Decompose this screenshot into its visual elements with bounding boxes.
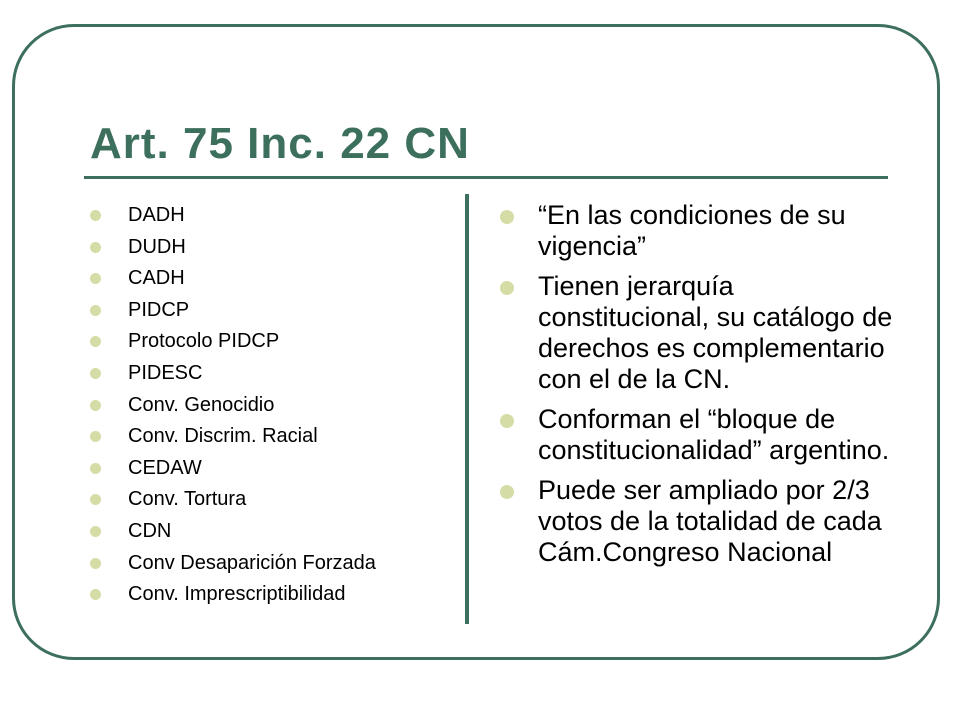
list-item-label: “En las condiciones de su vigencia” xyxy=(538,200,846,261)
bullet-icon xyxy=(90,589,101,600)
list-item-label: CDN xyxy=(128,519,172,542)
list-item xyxy=(90,551,376,583)
list-item xyxy=(90,361,376,393)
title-underline xyxy=(84,176,888,179)
list-item xyxy=(500,475,900,568)
bullet-icon xyxy=(90,336,101,347)
bullet-icon xyxy=(90,463,101,474)
bullet-icon xyxy=(90,242,101,253)
list-item xyxy=(90,456,376,488)
bullet-icon xyxy=(500,485,514,499)
bullet-icon xyxy=(90,368,101,379)
list-item xyxy=(90,424,376,456)
list-item-label: DADH xyxy=(128,204,185,226)
treaty-list xyxy=(90,203,376,614)
list-item xyxy=(500,271,900,395)
list-item xyxy=(90,393,376,425)
list-item-label: Protocolo PIDCP xyxy=(128,330,280,353)
list-item-label: Conv. Imprescriptibilidad xyxy=(128,583,346,606)
bullet-icon xyxy=(90,305,101,316)
bullet-icon xyxy=(90,400,101,411)
list-item xyxy=(500,200,900,262)
bullet-icon xyxy=(500,281,514,295)
list-item xyxy=(90,298,376,330)
bullet-icon xyxy=(90,431,101,442)
list-item-label: PIDCP xyxy=(128,298,190,321)
list-item xyxy=(90,235,376,267)
list-item xyxy=(90,582,376,614)
list-item-label: Conv. Genocidio xyxy=(128,393,275,416)
list-item-label: DUDH xyxy=(128,235,186,258)
list-item-label: Conv. Tortura xyxy=(128,488,247,511)
list-item xyxy=(90,487,376,519)
bullet-icon xyxy=(90,273,101,284)
list-item xyxy=(90,329,376,361)
bullet-icon xyxy=(90,526,101,537)
bullet-icon xyxy=(500,210,514,224)
bullet-icon xyxy=(500,414,514,428)
list-item xyxy=(500,404,900,466)
list-item xyxy=(90,203,376,235)
list-item-label: CADH xyxy=(128,267,185,290)
list-item-label: Conv Desaparición Forzada xyxy=(128,551,376,574)
bullet-icon xyxy=(90,494,101,505)
bullet-icon xyxy=(90,210,101,221)
list-item-label: Conforman el “bloque de constitucionalidad” argentino. xyxy=(538,404,890,465)
list-item-label: Tienen jerarquía constitucional, su catálogo de derechos es complementario con el de la CN. xyxy=(538,271,893,394)
list-item-label: PIDESC xyxy=(128,361,203,384)
slide-title: Art. 75 Inc. 22 CN xyxy=(90,119,470,168)
column-divider xyxy=(465,194,469,624)
list-item-label: Conv. Discrim. Racial xyxy=(128,425,318,448)
list-item-label: Puede ser ampliado por 2/3 votos de la totalidad de cada Cám.Congreso Nacional xyxy=(538,475,882,567)
list-item xyxy=(90,519,376,551)
description-list xyxy=(500,200,900,577)
list-item-label: CEDAW xyxy=(128,456,202,479)
list-item xyxy=(90,266,376,298)
bullet-icon xyxy=(90,558,101,569)
